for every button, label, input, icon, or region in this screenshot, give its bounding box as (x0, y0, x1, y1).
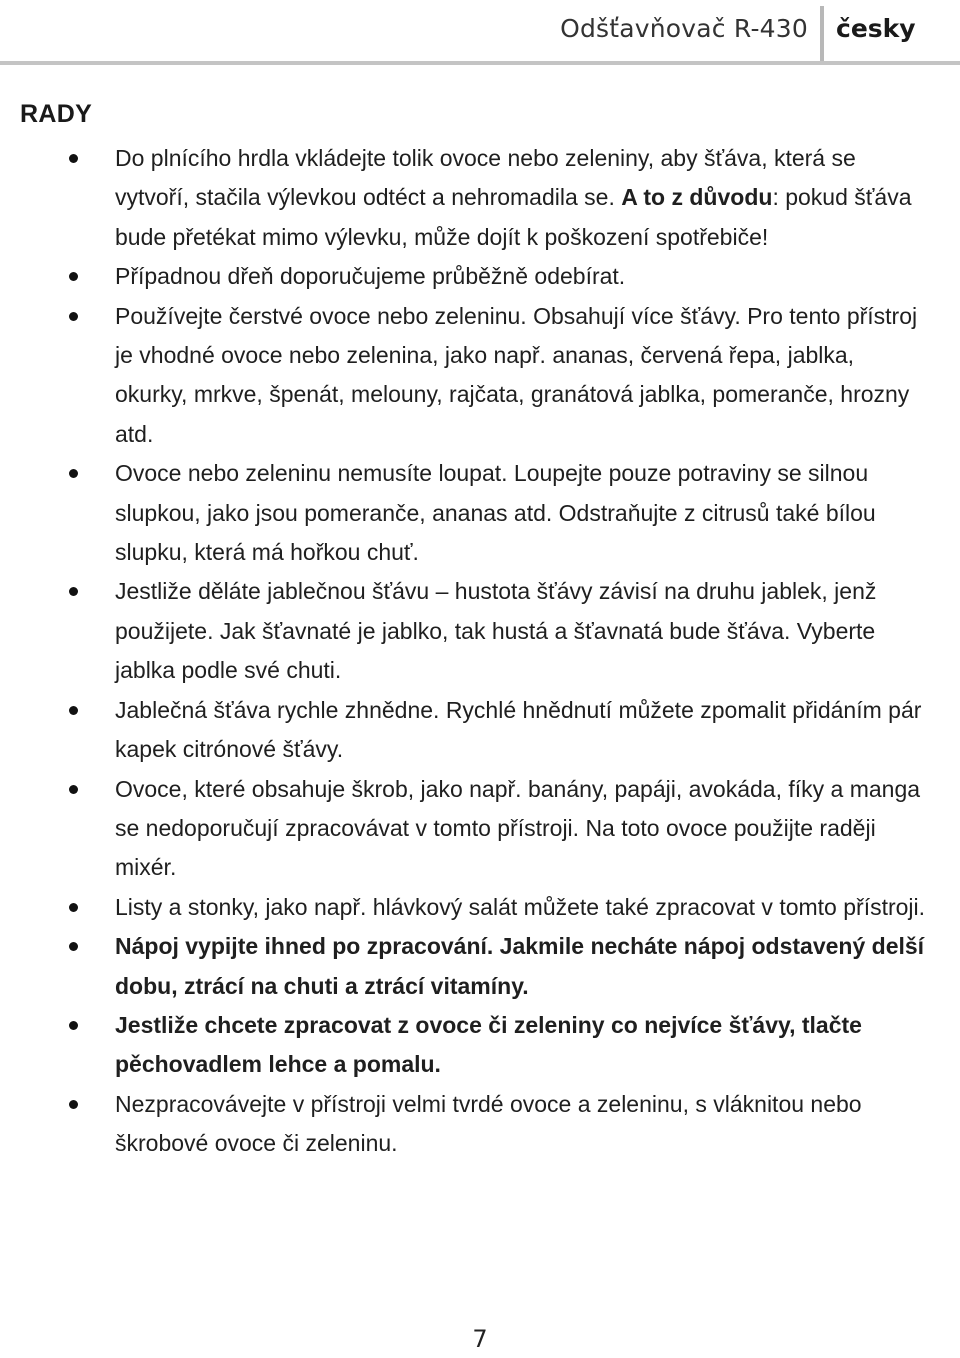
tip-item-emphasized (0, 927, 960, 1006)
tip-text: Nezpracovávejte v přístroji velmi tvrdé ovoce a zeleninu, s vláknitou nebo škrobové ovoce či zeleninu. (115, 1090, 862, 1157)
tips-list (0, 139, 960, 1164)
tip-item (0, 888, 960, 927)
tip-item (0, 257, 960, 296)
bullet-icon (69, 154, 78, 163)
tip-item (0, 297, 960, 455)
bullet-icon (69, 942, 78, 951)
bullet-icon (69, 903, 78, 912)
tip-text: Ovoce nebo zeleninu nemusíte loupat. Loupejte pouze potraviny se silnou slupkou, jako jsou pomeranče, ananas atd. Odstraňujte z citrusů také bílou slupku, která má hořkou chuť. (115, 460, 876, 566)
section-heading: RADY (20, 100, 93, 128)
product-title: Odšťavňovač R-430 (560, 14, 808, 43)
bullet-icon (69, 706, 78, 715)
tip-item (0, 770, 960, 888)
tip-item-emphasized (0, 1006, 960, 1085)
header-rule (0, 61, 960, 65)
tip-text: Jestliže chcete zpracovat z ovoce či zeleniny co nejvíce šťávy, tlačte pěchovadlem lehce a pomalu. (115, 1011, 862, 1078)
page-number: 7 (472, 1325, 488, 1353)
tip-text: Používejte čerstvé ovoce nebo zeleninu. Obsahují více šťávy. Pro tento přístroj je vhodné ovoce nebo zelenina, jako např. ananas, červená řepa, jablka, okurky, mrkve, špenát, melouny, rajčata, granátová jablka, pomeranče, hrozny atd. (115, 302, 918, 447)
bullet-icon (69, 469, 78, 478)
tip-text: Ovoce, které obsahuje škrob, jako např. banány, papáji, avokáda, fíky a manga se nedoporučují zpracovávat v tomto přístroji. Na toto ovoce použijte raději mixér. (115, 775, 921, 881)
page-header (0, 0, 960, 64)
bullet-icon (69, 1100, 78, 1109)
tip-text: Listy a stonky, jako např. hlávkový salát můžete také zpracovat v tomto přístroji. (115, 893, 926, 920)
bullet-icon (69, 1021, 78, 1030)
bullet-icon (69, 272, 78, 281)
tip-item (0, 454, 960, 572)
tip-item (0, 1085, 960, 1164)
tip-text: Nápoj vypijte ihned po zpracování. Jakmile necháte nápoj odstavený delší dobu, ztrácí na chuti a ztrácí vitamíny. (115, 933, 925, 999)
language-label: česky (836, 14, 916, 43)
tip-text: Jestliže děláte jablečnou šťávu – hustota šťávy závisí na druhu jablek, jenž použijete. Jak šťavnaté je jablko, tak hustá a šťavnatá bude šťáva. Vyberte jablka podle své chuti. (115, 578, 877, 684)
tip-text: Případnou dřeň doporučujeme průběžně odebírat. (115, 263, 626, 290)
tip-text: Do plnícího hrdla vkládejte tolik ovoce nebo zeleniny, aby šťáva, která se vytvoří, stačila výlevkou odtéct a nehromadila se. A to z důvodu: pokud šťáva bude přetékat mimo výlevku, může dojít k poškození spotřebiče! (115, 145, 912, 250)
bullet-icon (69, 312, 78, 321)
bullet-icon (69, 587, 78, 596)
tip-text: Jablečná šťáva rychle zhnědne. Rychlé hnědnutí můžete zpomalit přidáním pár kapek citrónové šťávy. (115, 696, 922, 763)
tip-item (0, 572, 960, 690)
bullet-icon (69, 785, 78, 794)
header-divider (820, 6, 824, 64)
tip-item (0, 139, 960, 257)
tip-item (0, 691, 960, 770)
